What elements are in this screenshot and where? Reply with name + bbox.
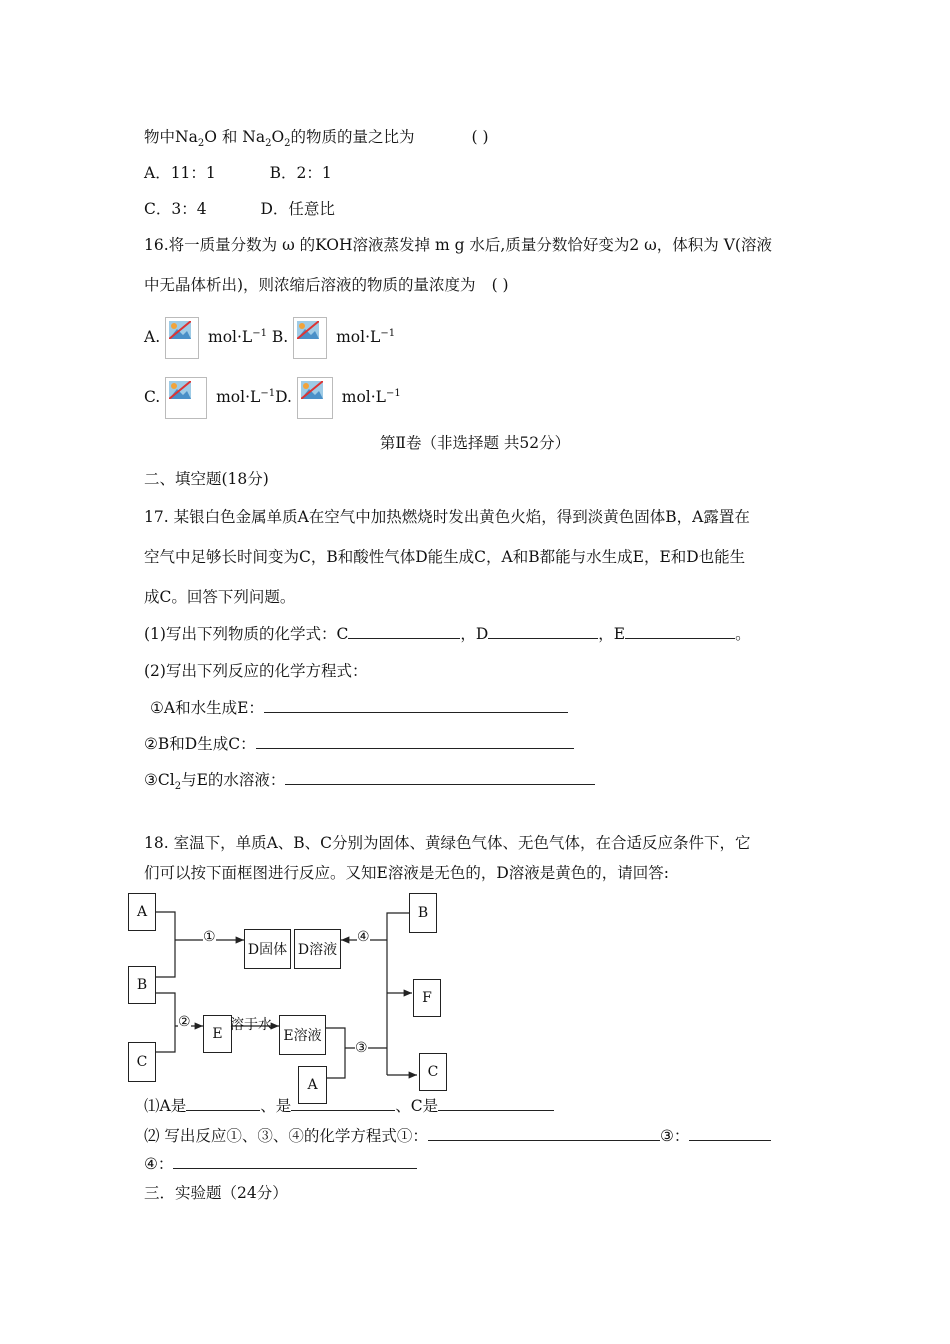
- label-reaction-3: ③: [355, 1040, 368, 1056]
- q18-stem-line2: 们可以按下面框图进行反应。又知E溶液是无色的，D溶液是黄色的，请回答:: [144, 864, 669, 882]
- node-c-right: C: [419, 1053, 447, 1091]
- section-2-title: 第Ⅱ卷（非选择题 共52分）: [379, 434, 571, 452]
- q15-stem-tail: 物中$Na_2O$ 和 $Na_2O_2$的物质的量之比为 ( ): [144, 128, 489, 150]
- q15-option-c: C．3：4: [144, 200, 207, 218]
- q15-option-a: A．11：1: [144, 164, 216, 182]
- q18-part2-line2: ④：: [144, 1152, 417, 1175]
- node-f: F: [413, 979, 441, 1017]
- label-reaction-2: ②: [178, 1014, 191, 1030]
- q18-stem-line1: 18. 室温下，单质A、B、C分别为固体、黄绿色气体、无色气体，在合适反应条件下，它: [144, 834, 751, 852]
- q17-stem-line1: 17. 某银白色金属单质A在空气中加热燃烧时发出黄色火焰，得到淡黄色固体B，A露置在: [144, 508, 750, 526]
- q15-option-d: D．任意比: [260, 200, 335, 218]
- node-e-solution: E溶液: [279, 1015, 326, 1055]
- q16-stem-line1: 16.将一质量分数为 ω 的KOH溶液蒸发掉 m g 水后,质量分数恰好变为2 ω，体积为 V(溶液: [144, 236, 772, 254]
- q18-answer-a-blank[interactable]: [186, 1094, 260, 1111]
- q16-option-a-label: A.: [144, 328, 161, 347]
- connector-a-b: [154, 912, 175, 977]
- node-a-bottom: A: [298, 1066, 327, 1104]
- node-a: A: [128, 893, 156, 931]
- node-b-right: B: [409, 893, 437, 933]
- q16-option-b-label: B.: [271, 328, 289, 347]
- q18-reaction-1-blank[interactable]: [428, 1124, 660, 1141]
- node-d-solution: D溶液: [294, 929, 341, 969]
- q17-reaction-1: ①A和水生成E：: [150, 696, 568, 719]
- q16-options-cd: C. $mol\cdot L^{-1}D$. $mol\cdot L^{-1}$: [144, 372, 401, 419]
- connector-b-c: [154, 993, 175, 1052]
- q18-answer-b-blank[interactable]: [291, 1094, 395, 1111]
- q18-answer-c-blank[interactable]: [438, 1094, 554, 1111]
- q17-stem-line2: 空气中足够长时间变为C，B和酸性气体D能生成C，A和B都能与水生成E，E和D也能生: [144, 548, 746, 566]
- q18-part1: ⑴A是 、是 、C是: [144, 1094, 554, 1117]
- label-reaction-1: ①: [203, 929, 216, 945]
- q16-stem-line2: 中无晶体析出)，则浓缩后溶液的物质的量浓度为 ( ): [144, 276, 509, 294]
- q17-part1: (1)写出下列物质的化学式：C ，D ，E 。: [144, 622, 751, 645]
- q16-option-d-label: D.: [275, 388, 292, 407]
- q18-reaction-4-blank[interactable]: [173, 1152, 417, 1169]
- section-3-title: 三．实验题（24分）: [144, 1184, 288, 1202]
- node-b: B: [128, 966, 156, 1004]
- q16-option-c-label: C.: [144, 388, 161, 407]
- node-c: C: [128, 1042, 156, 1082]
- q17-part2: (2)写出下列反应的化学方程式：: [144, 662, 368, 680]
- q15-option-b: B．2：1: [269, 164, 332, 182]
- q17-stem-line3: 成C。回答下列问题。: [144, 588, 296, 606]
- q18-part2: ⑵ 写出反应①、③、④的化学方程式①： ③：: [144, 1124, 771, 1147]
- label-dissolve: 溶于水: [230, 1017, 272, 1033]
- q16-options-ab: A. $mol\cdot L^{-1}$ B. $mol\cdot L^{-1}$: [144, 312, 395, 359]
- q17-reaction-2: ②B和D生成C：: [144, 732, 574, 755]
- q18-reaction-3-blank[interactable]: [689, 1124, 771, 1141]
- q17-reaction-3: $③Cl_2$与E的水溶液：: [144, 768, 595, 798]
- node-e: E: [203, 1015, 232, 1053]
- node-d-solid: D固体: [244, 929, 291, 969]
- label-reaction-4: ④: [357, 929, 370, 945]
- connector-e-a: [325, 1028, 345, 1078]
- connector-b-f: [387, 913, 409, 993]
- fill-in-section-title: 二、填空题(18分): [144, 470, 269, 488]
